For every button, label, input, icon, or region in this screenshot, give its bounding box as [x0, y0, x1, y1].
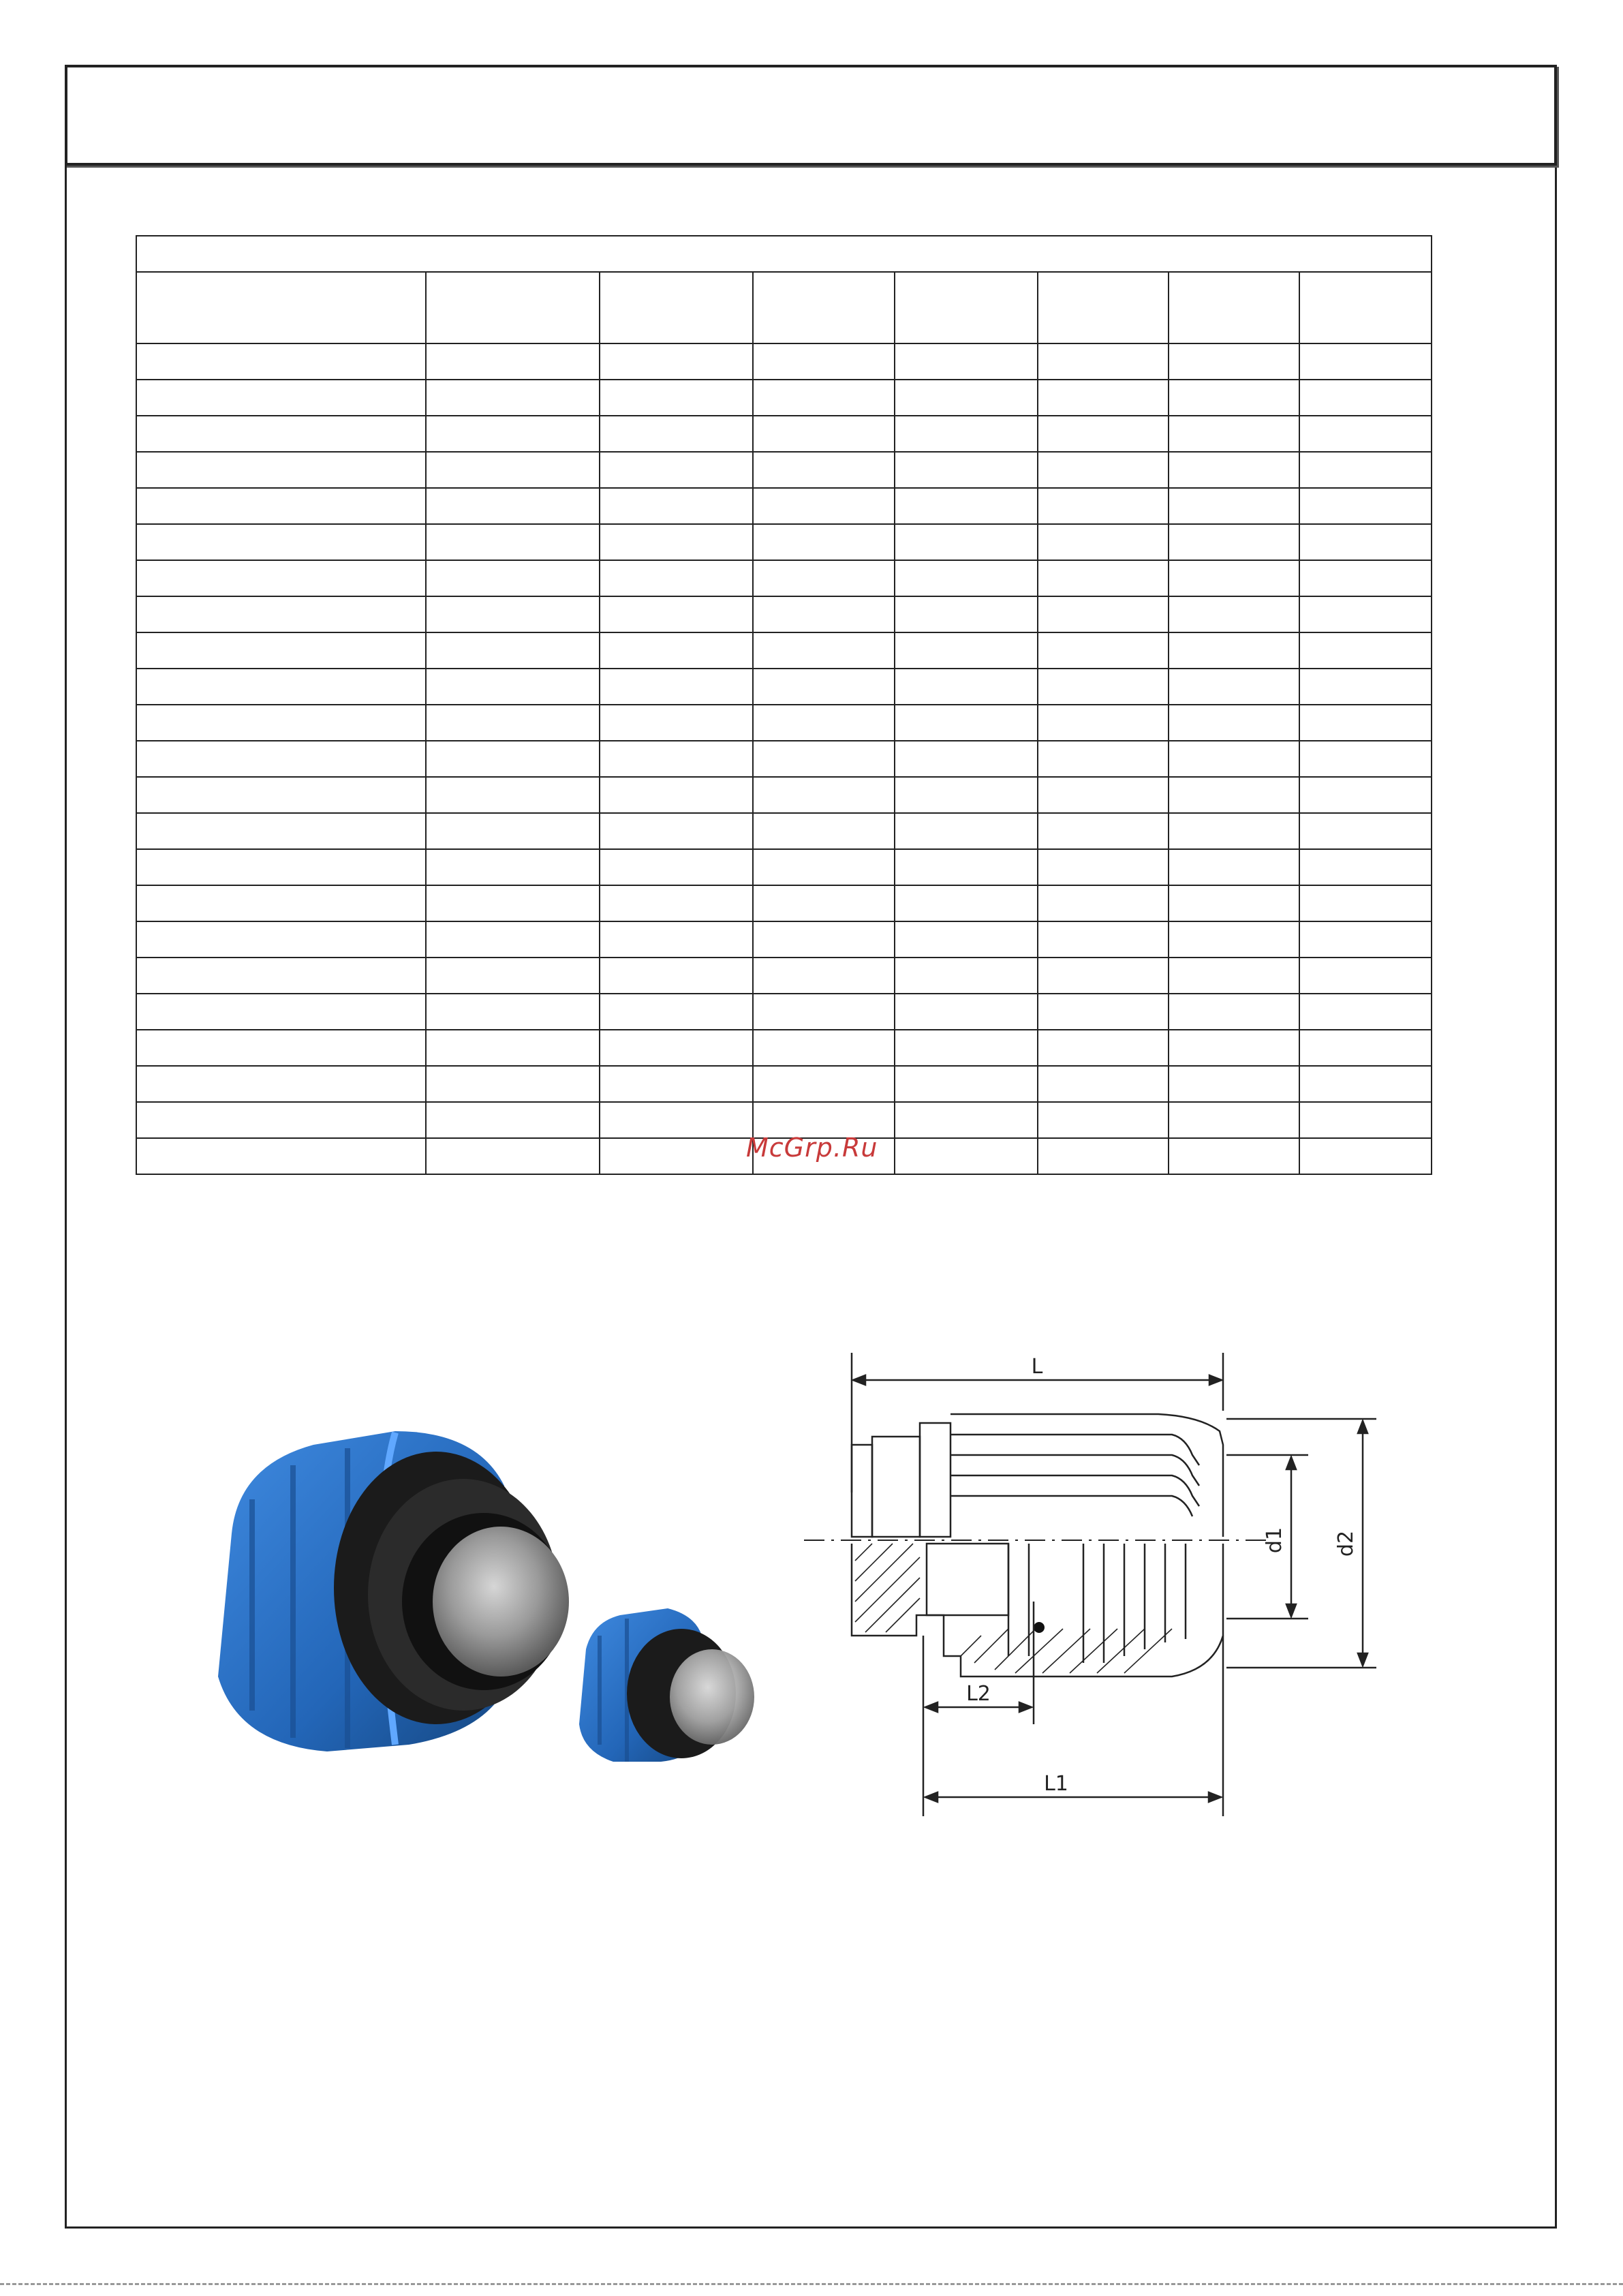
dim-label-d1: d1 [1263, 1527, 1286, 1554]
table-row [136, 524, 1432, 560]
table-cell [1299, 669, 1432, 705]
table-cell [136, 343, 426, 380]
table-cell [1299, 380, 1432, 416]
table-cell [600, 777, 753, 813]
table-cell [1169, 849, 1299, 885]
table-cell [600, 1138, 753, 1174]
table-cell [1169, 1102, 1299, 1138]
table-cell [1038, 958, 1169, 994]
table-cell [136, 994, 426, 1030]
table-row [136, 669, 1432, 705]
table-cell [136, 488, 426, 524]
table-cell [895, 560, 1038, 596]
table-cell [426, 452, 600, 488]
table-cell [1038, 994, 1169, 1030]
table-cell [136, 741, 426, 777]
table-cell [1169, 488, 1299, 524]
table-cell [1169, 343, 1299, 380]
table-row [136, 596, 1432, 632]
table-cell [1299, 596, 1432, 632]
table-cell [753, 560, 895, 596]
dim-label-L2: L2 [966, 1682, 991, 1706]
table-cell [1169, 958, 1299, 994]
table-cell [1299, 741, 1432, 777]
table-cell [426, 994, 600, 1030]
table-cell [426, 380, 600, 416]
table-cell [753, 669, 895, 705]
end-cap-fitting-photo [191, 1390, 790, 1772]
table-cell [1169, 1066, 1299, 1102]
table-cell [895, 380, 1038, 416]
table-cell [895, 343, 1038, 380]
table-cell [753, 958, 895, 994]
table-cell [1299, 813, 1432, 849]
table-cell [753, 705, 895, 741]
table-cell [1169, 560, 1299, 596]
table-cell [600, 741, 753, 777]
table-cell [426, 885, 600, 921]
table-cell [136, 885, 426, 921]
table-row [136, 1030, 1432, 1066]
table-row [136, 921, 1432, 958]
table-cell [136, 921, 426, 958]
table-cell [753, 921, 895, 958]
table-cell [426, 488, 600, 524]
table-cell [426, 1138, 600, 1174]
table-cell [895, 1030, 1038, 1066]
table-header-row [136, 272, 1432, 343]
table-row [136, 416, 1432, 452]
table-row [136, 488, 1432, 524]
table-cell [1038, 813, 1169, 849]
table-cell [895, 1102, 1038, 1138]
table-cell [1038, 343, 1169, 380]
table-cell [600, 488, 753, 524]
table-cell [600, 380, 753, 416]
table-cell [1169, 524, 1299, 560]
table-cell [753, 632, 895, 669]
table-cell [600, 705, 753, 741]
header-cell [600, 272, 753, 343]
table-cell [753, 777, 895, 813]
table-row [136, 452, 1432, 488]
table-cell [895, 741, 1038, 777]
specification-table [136, 235, 1432, 1175]
table-cell [600, 849, 753, 885]
table-row [136, 777, 1432, 813]
table-cell [1169, 705, 1299, 741]
table-cell [600, 1066, 753, 1102]
table-cell [1038, 885, 1169, 921]
table-cell [1169, 921, 1299, 958]
table-cell [895, 777, 1038, 813]
table-cell [1038, 1138, 1169, 1174]
table-cell [895, 813, 1038, 849]
table-cell [600, 632, 753, 669]
table-cell [426, 669, 600, 705]
table-cell [1038, 632, 1169, 669]
table-cell [1299, 416, 1432, 452]
table-cell [426, 1030, 600, 1066]
table-cell [136, 632, 426, 669]
table-cell [1169, 1030, 1299, 1066]
header-cell [1169, 272, 1299, 343]
table-cell [1169, 452, 1299, 488]
table-cell [426, 560, 600, 596]
table-cell [1038, 921, 1169, 958]
table-cell [600, 524, 753, 560]
table-cell [1299, 849, 1432, 885]
table-cell [895, 1138, 1038, 1174]
dim-label-d2: d2 [1334, 1530, 1358, 1557]
table-cell [895, 849, 1038, 885]
table-cell [136, 958, 426, 994]
table-cell [1038, 416, 1169, 452]
table-title-cell [136, 236, 1432, 272]
table-cell [753, 1030, 895, 1066]
table-cell [600, 1030, 753, 1066]
table-cell [426, 741, 600, 777]
table-cell [895, 885, 1038, 921]
table-cell [136, 524, 426, 560]
table-cell [895, 416, 1038, 452]
table-cell [136, 849, 426, 885]
table-cell [136, 1066, 426, 1102]
table-cell [136, 1030, 426, 1066]
table-cell [1299, 1030, 1432, 1066]
table-cell [895, 488, 1038, 524]
table-cell [426, 343, 600, 380]
table-row [136, 343, 1432, 380]
table-cell [1299, 1138, 1432, 1174]
table-cell [753, 813, 895, 849]
table-cell [136, 416, 426, 452]
table-cell [895, 596, 1038, 632]
header-cell [426, 272, 600, 343]
table-row [136, 632, 1432, 669]
table-row [136, 958, 1432, 994]
table-cell [426, 921, 600, 958]
table-cell [1299, 1066, 1432, 1102]
table-cell [600, 994, 753, 1030]
table-cell [426, 416, 600, 452]
table-cell [895, 452, 1038, 488]
table-row [136, 849, 1432, 885]
table-cell [1169, 777, 1299, 813]
page-cut-line [0, 2283, 1623, 2285]
end-cap-section-drawing [790, 1336, 1404, 1826]
table-cell [600, 596, 753, 632]
table-cell [426, 1102, 600, 1138]
table-cell [1299, 777, 1432, 813]
table-cell [136, 452, 426, 488]
table-cell [136, 380, 426, 416]
table-cell [1299, 1102, 1432, 1138]
header-cell [1038, 272, 1169, 343]
table-row [136, 813, 1432, 849]
table-cell [1038, 741, 1169, 777]
table-row [136, 885, 1432, 921]
table-cell [600, 560, 753, 596]
table-cell [600, 416, 753, 452]
header-cell [895, 272, 1038, 343]
table-row [136, 741, 1432, 777]
table-title-row [136, 236, 1432, 272]
table-cell [1038, 705, 1169, 741]
table-cell [753, 994, 895, 1030]
header-cell [136, 272, 426, 343]
table-cell [753, 524, 895, 560]
table-cell [1299, 994, 1432, 1030]
table-cell [1038, 1066, 1169, 1102]
table-cell [1299, 560, 1432, 596]
table-row [136, 705, 1432, 741]
table-cell [1038, 488, 1169, 524]
table-cell [1299, 452, 1432, 488]
table-cell [1299, 885, 1432, 921]
table-cell [1169, 380, 1299, 416]
table-cell [1038, 1030, 1169, 1066]
table-cell [753, 380, 895, 416]
header-cell [1299, 272, 1432, 343]
table-row [136, 1066, 1432, 1102]
table-cell [136, 669, 426, 705]
table-cell [136, 705, 426, 741]
table-cell [895, 921, 1038, 958]
dim-label-L: L [1031, 1355, 1043, 1379]
table-cell [1299, 488, 1432, 524]
table-cell [1038, 777, 1169, 813]
table-row [136, 994, 1432, 1030]
table-cell [1169, 669, 1299, 705]
table-cell [1169, 885, 1299, 921]
table-cell [136, 813, 426, 849]
watermark: McGrp.Ru [746, 1133, 878, 1163]
table-cell [895, 958, 1038, 994]
table-cell [895, 632, 1038, 669]
table-cell [1038, 1102, 1169, 1138]
table-cell [136, 1102, 426, 1138]
table-cell [895, 705, 1038, 741]
table-cell [1299, 524, 1432, 560]
table-cell [1169, 632, 1299, 669]
table-cell [600, 343, 753, 380]
table-cell [1299, 921, 1432, 958]
table-cell [426, 632, 600, 669]
table-cell [753, 741, 895, 777]
table-cell [1299, 343, 1432, 380]
table-row [136, 560, 1432, 596]
table-cell [600, 885, 753, 921]
table-cell [600, 921, 753, 958]
table-cell [753, 416, 895, 452]
table-cell [1038, 560, 1169, 596]
table-cell [426, 813, 600, 849]
table-cell [895, 994, 1038, 1030]
table-cell [600, 452, 753, 488]
header-cell [753, 272, 895, 343]
table-row [136, 380, 1432, 416]
header-box [65, 65, 1557, 166]
table-cell [1038, 849, 1169, 885]
table-cell [1038, 669, 1169, 705]
table-cell [1299, 958, 1432, 994]
table-cell [753, 885, 895, 921]
table-cell [895, 524, 1038, 560]
table-cell [1038, 524, 1169, 560]
table-cell [136, 596, 426, 632]
table-cell [753, 596, 895, 632]
table-cell [136, 777, 426, 813]
table-cell [426, 1066, 600, 1102]
table-cell [600, 669, 753, 705]
table-cell [753, 343, 895, 380]
table-cell [1169, 813, 1299, 849]
table-cell [1299, 705, 1432, 741]
table-cell [426, 849, 600, 885]
dim-label-L1: L1 [1044, 1772, 1068, 1796]
table-cell [426, 705, 600, 741]
table-cell [895, 1066, 1038, 1102]
table-cell [753, 849, 895, 885]
table-cell [426, 958, 600, 994]
table-cell [600, 813, 753, 849]
table-cell [1169, 1138, 1299, 1174]
table-cell [600, 1102, 753, 1138]
table-cell [753, 488, 895, 524]
table-cell [1299, 632, 1432, 669]
table-cell [1169, 994, 1299, 1030]
table-cell [1169, 416, 1299, 452]
table-cell [1038, 596, 1169, 632]
table-cell [1038, 452, 1169, 488]
table-cell [1169, 596, 1299, 632]
table-cell [426, 777, 600, 813]
table-cell [136, 560, 426, 596]
table-cell [753, 452, 895, 488]
table-cell [753, 1066, 895, 1102]
table-cell [1169, 741, 1299, 777]
table-cell [1038, 380, 1169, 416]
table-cell [600, 958, 753, 994]
table-cell [426, 596, 600, 632]
table-cell [136, 1138, 426, 1174]
table-cell [895, 669, 1038, 705]
table-cell [426, 524, 600, 560]
